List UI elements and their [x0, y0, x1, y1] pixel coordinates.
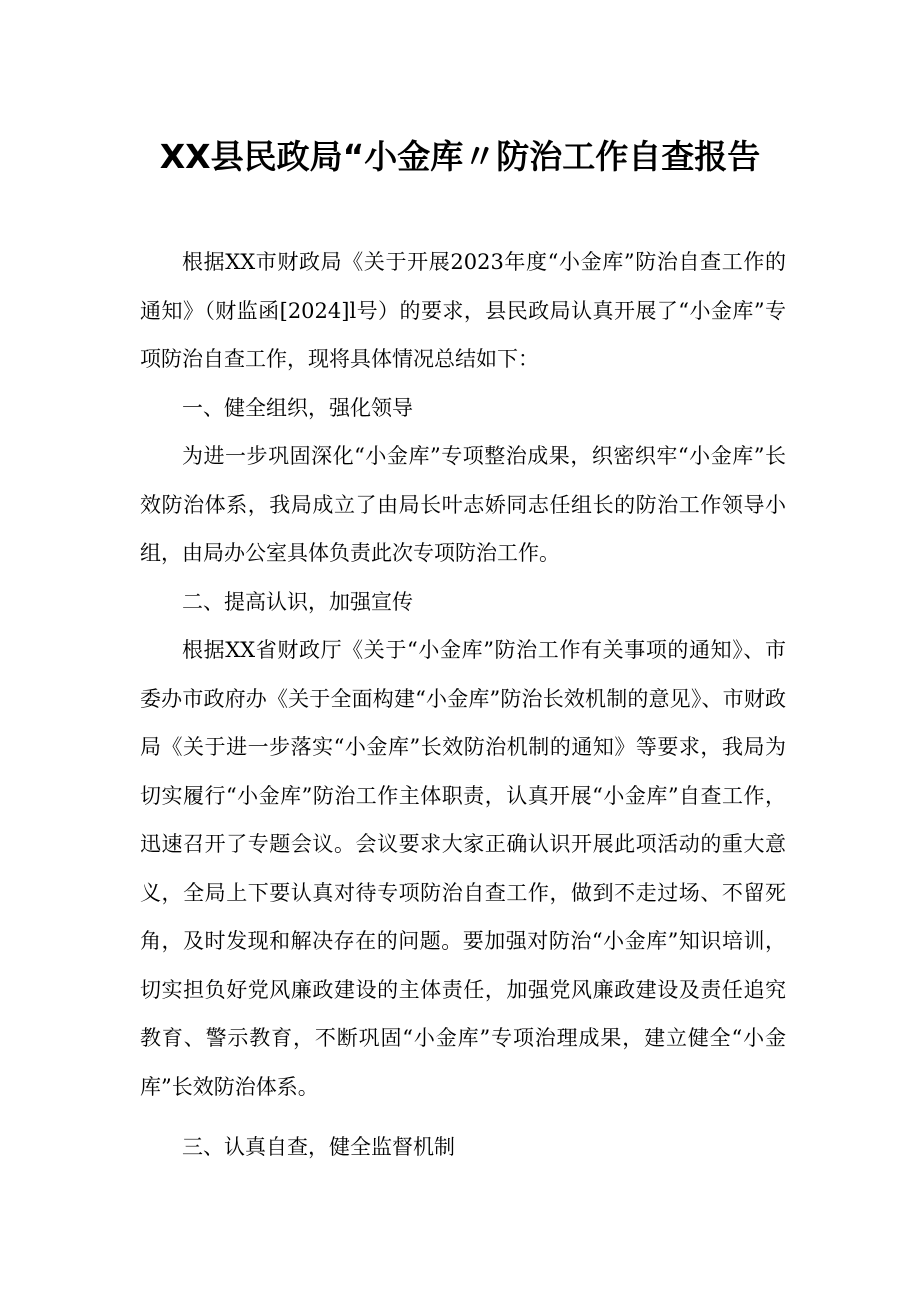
intro-paragraph: 根据XX市财政局《关于开展2023年度“小金库”防治自查工作的通知》（财监函[2024]l号）的要求，县民政局认真开展了“小金库”专项防治自查工作，现将具体情况总结如下： [140, 250, 786, 371]
section-2-paragraph: 根据XX省财政厅《关于“小金库”防治工作有关事项的通知》、市委办市政府办《关于全面构建“小金库”防治长效机制的意见》、市财政局《关于进一步落实“小金库”长效防治机制的通知》等要求，我局为切实履行“小金库”防治工作主体职责，认真开展“小金库”自查工作，迅速召开了专题会议。会议要求大家正确认识开展此项活动的重大意义，全局上下要认真对待专项防治自查工作，做到不走过场、不留死角，及时发现和解决存在的问题。要加强对防治“小金库”知识培训，切实担负好党风廉政建设的主体责任，加强党风廉政建设及责任追究教育、警示教育，不断巩固“小金库”专项治理成果，建立健全“小金库”长效防治体系。 [140, 638, 786, 1099]
section-heading-2: 二、提高认识，加强宣传 [182, 589, 413, 614]
document-body [140, 238, 786, 1172]
document-title: XX县民政局“小金库〃防治工作自查报告 [159, 137, 761, 176]
section-heading-1: 一、健全组织，强化领导 [182, 395, 413, 420]
section-heading-3: 三、认真自查，健全监督机制 [182, 1135, 455, 1159]
section-1-paragraph: 为进一步巩固深化“小金库”专项整治成果，织密织牢“小金库”长效防治体系，我局成立了由局长叶志娇同志任组长的防治工作领导小组，由局办公室具体负责此次专项防治工作。 [140, 444, 786, 565]
